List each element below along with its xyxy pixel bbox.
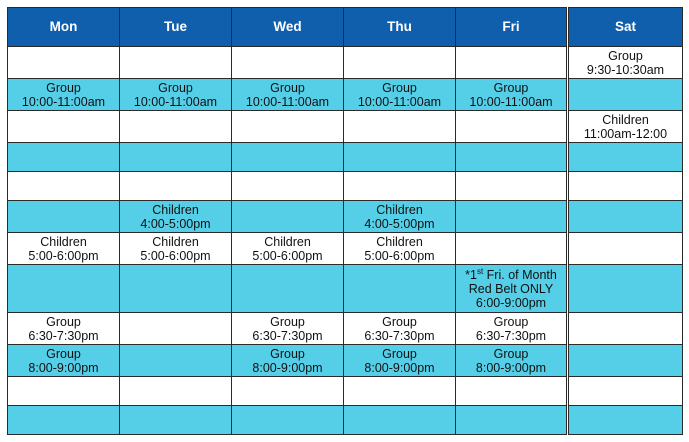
class-detail: 6:00-9:00pm xyxy=(475,295,547,310)
schedule-cell-fri xyxy=(456,201,568,233)
schedule-cell-tue xyxy=(120,172,232,201)
class-detail: 4:00-5:00pm xyxy=(140,216,211,231)
class-detail: 6:30-7:30pm xyxy=(252,328,323,343)
schedule-cell-mon xyxy=(8,406,120,435)
class-name: Children xyxy=(376,202,423,217)
schedule-cell-mon xyxy=(8,79,120,111)
schedule-cell-sat xyxy=(568,406,683,435)
class-detail: 6:30-7:30pm xyxy=(364,328,435,343)
class-detail: 8:00-9:00pm xyxy=(28,360,99,375)
class-name: Group xyxy=(270,346,305,361)
class-detail: 10:00-11:00am xyxy=(133,94,218,109)
class-name: Group xyxy=(493,314,529,329)
class-name: Children xyxy=(264,234,311,249)
schedule-cell-mon xyxy=(8,265,120,313)
schedule-row xyxy=(8,377,683,406)
schedule-row xyxy=(8,233,683,265)
schedule-cell-fri xyxy=(456,313,568,345)
schedule-row xyxy=(8,406,683,435)
class-name: Group xyxy=(382,80,417,95)
schedule-cell-mon xyxy=(8,47,120,79)
schedule-cell-fri xyxy=(456,265,568,313)
class-detail: 6:30-7:30pm xyxy=(475,328,547,343)
schedule-cell-fri xyxy=(456,79,568,111)
schedule-cell-thu xyxy=(344,47,456,79)
schedule-row xyxy=(8,111,683,143)
schedule-cell-wed xyxy=(232,265,344,313)
schedule-cell-tue xyxy=(120,79,232,111)
class-name: Children xyxy=(376,234,423,249)
schedule-cell-fri xyxy=(456,47,568,79)
schedule-cell-fri xyxy=(456,345,568,377)
class-name: Group xyxy=(158,80,193,95)
day-header-tue: Tue xyxy=(120,8,232,47)
schedule-cell-fri xyxy=(456,111,568,143)
class-detail: 5:00-6:00pm xyxy=(140,248,211,263)
schedule-cell-fri xyxy=(456,143,568,172)
class-name: Children xyxy=(602,112,649,127)
schedule-row xyxy=(8,143,683,172)
class-name: Children xyxy=(152,234,199,249)
class-detail: 10:00-11:00am xyxy=(357,94,442,109)
schedule-row xyxy=(8,345,683,377)
schedule-cell-thu xyxy=(344,172,456,201)
schedule-cell-mon xyxy=(8,143,120,172)
schedule-cell-sat xyxy=(568,377,683,406)
schedule-row xyxy=(8,47,683,79)
schedule-cell-mon xyxy=(8,313,120,345)
schedule-cell-tue xyxy=(120,143,232,172)
schedule-cell-thu xyxy=(344,233,456,265)
schedule-cell-thu xyxy=(344,265,456,313)
class-detail: 10:00-11:00am xyxy=(469,94,553,109)
schedule-cell-thu xyxy=(344,377,456,406)
day-header-wed: Wed xyxy=(232,8,344,47)
schedule-cell-thu xyxy=(344,345,456,377)
class-detail: 11:00am-12:00 xyxy=(583,126,668,141)
class-detail: 5:00-6:00pm xyxy=(28,248,99,263)
class-name: Group xyxy=(270,314,305,329)
schedule-cell-sat xyxy=(568,345,683,377)
schedule-cell-wed xyxy=(232,47,344,79)
day-header-sat: Sat xyxy=(568,8,683,47)
class-detail: 8:00-9:00pm xyxy=(252,360,323,375)
schedule-cell-wed xyxy=(232,201,344,233)
class-detail: 5:00-6:00pm xyxy=(364,248,435,263)
schedule-cell-mon xyxy=(8,345,120,377)
class-name: Children xyxy=(152,202,199,217)
schedule-cell-sat xyxy=(568,313,683,345)
class-detail: 5:00-6:00pm xyxy=(252,248,323,263)
schedule-cell-fri xyxy=(456,233,568,265)
schedule-cell-sat xyxy=(568,143,683,172)
schedule-cell-thu xyxy=(344,111,456,143)
class-detail: 4:00-5:00pm xyxy=(364,216,435,231)
schedule-cell-mon xyxy=(8,233,120,265)
schedule-cell-thu xyxy=(344,79,456,111)
class-detail: 10:00-11:00am xyxy=(245,94,330,109)
schedule-cell-wed xyxy=(232,111,344,143)
schedule-cell-tue xyxy=(120,265,232,313)
schedule-cell-tue xyxy=(120,111,232,143)
schedule-cell-thu xyxy=(344,143,456,172)
schedule-cell-wed xyxy=(232,172,344,201)
class-schedule-table xyxy=(7,7,683,435)
class-name: Group xyxy=(493,80,529,95)
class-name: Group xyxy=(270,80,305,95)
schedule-cell-sat xyxy=(568,201,683,233)
class-detail: 10:00-11:00am xyxy=(21,94,106,109)
schedule-cell-sat xyxy=(568,265,683,313)
schedule-cell-tue xyxy=(120,233,232,265)
class-detail: 6:30-7:30pm xyxy=(28,328,99,343)
class-detail: 8:00-9:00pm xyxy=(475,360,547,375)
schedule-cell-wed xyxy=(232,345,344,377)
schedule-row xyxy=(8,201,683,233)
schedule-cell-sat xyxy=(568,172,683,201)
schedule-row xyxy=(8,79,683,111)
schedule-cell-mon xyxy=(8,377,120,406)
schedule-cell-mon xyxy=(8,111,120,143)
class-name: Children xyxy=(40,234,87,249)
schedule-cell-tue xyxy=(120,313,232,345)
schedule-row xyxy=(8,265,683,313)
schedule-cell-wed xyxy=(232,143,344,172)
schedule-cell-fri xyxy=(456,377,568,406)
class-name: Group xyxy=(608,48,643,63)
schedule-cell-tue xyxy=(120,47,232,79)
schedule-cell-mon xyxy=(8,172,120,201)
schedule-cell-wed xyxy=(232,313,344,345)
class-name: Group xyxy=(46,314,81,329)
class-name: Group xyxy=(382,346,417,361)
schedule-cell-wed xyxy=(232,377,344,406)
schedule-cell-sat xyxy=(568,111,683,143)
schedule-cell-wed xyxy=(232,406,344,435)
schedule-cell-tue xyxy=(120,201,232,233)
schedule-row xyxy=(8,313,683,345)
class-name: Group xyxy=(382,314,417,329)
schedule-cell-fri xyxy=(456,172,568,201)
class-detail: 9:30-10:30am xyxy=(586,62,665,77)
schedule-cell-sat xyxy=(568,79,683,111)
class-name: Group xyxy=(46,80,81,95)
schedule-cell-wed xyxy=(232,79,344,111)
schedule-cell-fri xyxy=(456,406,568,435)
schedule-cell-mon xyxy=(8,201,120,233)
day-header-thu: Thu xyxy=(344,8,456,47)
class-name: Group xyxy=(493,346,529,361)
day-header-mon: Mon xyxy=(8,8,120,47)
class-name: Group xyxy=(46,346,81,361)
day-header-fri: Fri xyxy=(456,8,568,47)
schedule-cell-thu xyxy=(344,201,456,233)
schedule-cell-thu xyxy=(344,406,456,435)
schedule-cell-tue xyxy=(120,377,232,406)
schedule-cell-tue xyxy=(120,345,232,377)
schedule-cell-sat xyxy=(568,233,683,265)
schedule-cell-tue xyxy=(120,406,232,435)
schedule-row xyxy=(8,172,683,201)
schedule-cell-sat xyxy=(568,47,683,79)
class-detail: 8:00-9:00pm xyxy=(364,360,435,375)
day-header-row xyxy=(8,8,683,47)
schedule-cell-thu xyxy=(344,313,456,345)
class-detail: Red Belt ONLY xyxy=(468,281,554,296)
class-name: *1st Fri. of Month xyxy=(465,266,557,282)
schedule-cell-wed xyxy=(232,233,344,265)
